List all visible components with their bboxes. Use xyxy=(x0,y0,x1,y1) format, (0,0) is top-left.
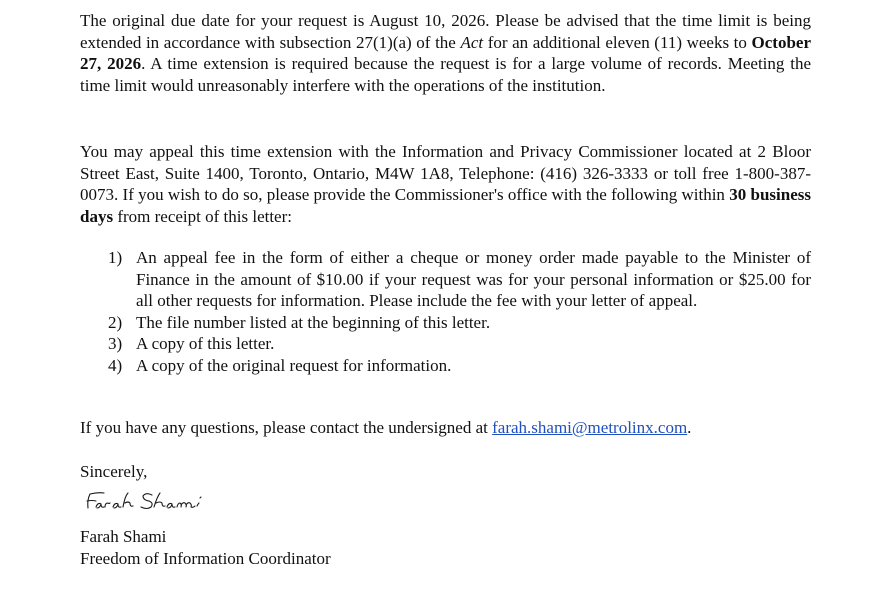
appeal-deadline: 30 business days xyxy=(80,185,811,226)
extension-paragraph xyxy=(80,10,811,96)
list-item-text: A copy of the original request for information. xyxy=(136,355,452,375)
list-item-number: 4) xyxy=(108,355,123,375)
act-reference: Act xyxy=(460,32,484,52)
list-item xyxy=(80,312,811,334)
appeal-text-2: from receipt of this letter: xyxy=(113,206,292,226)
extension-text-2: for an additional eleven (11) weeks to xyxy=(483,32,752,52)
signer-name: Farah Shami xyxy=(80,527,167,546)
list-item xyxy=(80,355,811,377)
list-item-text: The file number listed at the beginning of this letter. xyxy=(136,312,491,332)
appeal-paragraph xyxy=(80,141,811,227)
list-item xyxy=(80,247,811,312)
contact-paragraph xyxy=(80,417,811,439)
list-item-text: An appeal fee in the form of either a cheque or money order made payable to the Minister of Finance in the amount of $10.00 if your request was for your personal information or $25.00 for all other requests for information. Please include the fee with your letter of appeal. xyxy=(136,248,811,311)
list-item-number: 1) xyxy=(108,248,123,267)
email-link[interactable]: farah.shami@metrolinx.com xyxy=(492,418,688,437)
list-item xyxy=(80,333,811,355)
contact-text-2: . xyxy=(687,418,692,437)
appeal-requirements-list xyxy=(80,247,811,377)
list-item-text: A copy of this letter. xyxy=(136,334,275,354)
contact-text-1: If you have any questions, please contact the undersigned at xyxy=(80,418,493,437)
appeal-text-1: You may appeal this time extension with the Information and Privacy Commissioner located at 2 Bloor Street East, Suite 1400, Toronto, Ontario, M4W 1A8, Telephone: (416) 326-3333 or toll free 1-800-387-0073. If you wish to do so, please provide the Commissioner's office with the following within xyxy=(80,142,811,205)
extension-text-1: The original due date for your request is August 10, 2026. Please be advised that the time limit is being extended in accordance with subsection 27(1)(a) of the xyxy=(80,11,811,52)
closing-salutation: Sincerely, xyxy=(80,462,148,481)
extension-text-3: . A time extension is required because the request is for a large volume of records. Meeting the time limit would unreasonably interfere with the operations of the institution. xyxy=(80,54,811,95)
list-item-number: 2) xyxy=(108,312,123,332)
list-item-number: 3) xyxy=(108,334,123,354)
handwritten-signature xyxy=(80,488,230,518)
signer-title: Freedom of Information Coordinator xyxy=(80,549,331,568)
new-due-date: October 27, 2026 xyxy=(80,32,811,74)
